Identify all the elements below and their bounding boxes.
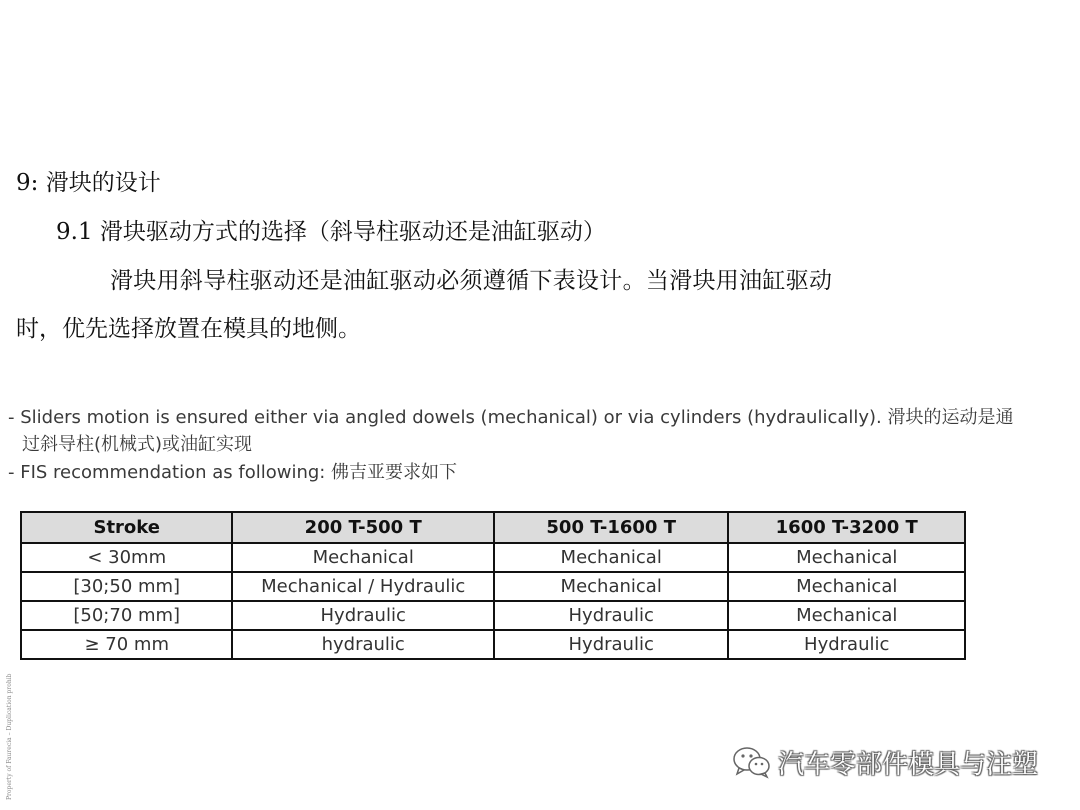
- note-sliders-motion-cont: 过斜导柱(机械式)或油缸实现: [22, 434, 253, 455]
- table-cell: < 30mm: [21, 543, 232, 572]
- note-sliders-motion: - Sliders motion is ensured either via angled dowels (mechanical) or via cylinders (hydraulically). 滑块的运动是通: [8, 407, 1014, 428]
- table-cell: Mechanical: [728, 572, 965, 601]
- table-cell: [30;50 mm]: [21, 572, 232, 601]
- paragraph-line-1: 滑块用斜导柱驱动还是油缸驱动必须遵循下表设计。当滑块用油缸驱动: [110, 268, 833, 294]
- side-copyright-text: Property of Faurecia – Duplication prohib: [6, 673, 13, 800]
- note-fis-recommendation: - FIS recommendation as following: 佛吉亚要求如下: [8, 462, 458, 483]
- table-cell: Mechanical: [728, 601, 965, 630]
- table-cell: Mechanical: [232, 543, 493, 572]
- table-row: [21, 572, 965, 601]
- watermark-text: 汽车零部件模具与注塑: [778, 749, 1039, 780]
- table-row: [21, 630, 965, 659]
- table-row: [21, 543, 965, 572]
- header-500-1600t: 500 T-1600 T: [494, 512, 729, 543]
- table-cell: [50;70 mm]: [21, 601, 232, 630]
- header-1600-3200t: 1600 T-3200 T: [728, 512, 965, 543]
- table-cell: Hydraulic: [728, 630, 965, 659]
- table-cell: Mechanical: [728, 543, 965, 572]
- table-cell: Hydraulic: [494, 630, 729, 659]
- table-cell: Hydraulic: [232, 601, 493, 630]
- table-cell: Hydraulic: [494, 601, 729, 630]
- header-200-500t: 200 T-500 T: [232, 512, 493, 543]
- subsection-heading-9-1: 9.1 滑块驱动方式的选择（斜导柱驱动还是油缸驱动）: [56, 219, 606, 245]
- table-row: [21, 601, 965, 630]
- table-header-row: [21, 512, 965, 543]
- wechat-icon: [732, 745, 772, 779]
- slider-drive-table: [20, 511, 966, 660]
- watermark: [732, 744, 1038, 780]
- table-cell: ≥ 70 mm: [21, 630, 232, 659]
- header-stroke: Stroke: [21, 512, 232, 543]
- table-cell: hydraulic: [232, 630, 493, 659]
- table-cell: Mechanical: [494, 572, 729, 601]
- table-cell: Mechanical: [494, 543, 729, 572]
- paragraph-line-2: 时，优先选择放置在模具的地侧。: [16, 316, 361, 342]
- table-cell: Mechanical / Hydraulic: [232, 572, 493, 601]
- section-heading-9: 9: 滑块的设计: [16, 170, 161, 196]
